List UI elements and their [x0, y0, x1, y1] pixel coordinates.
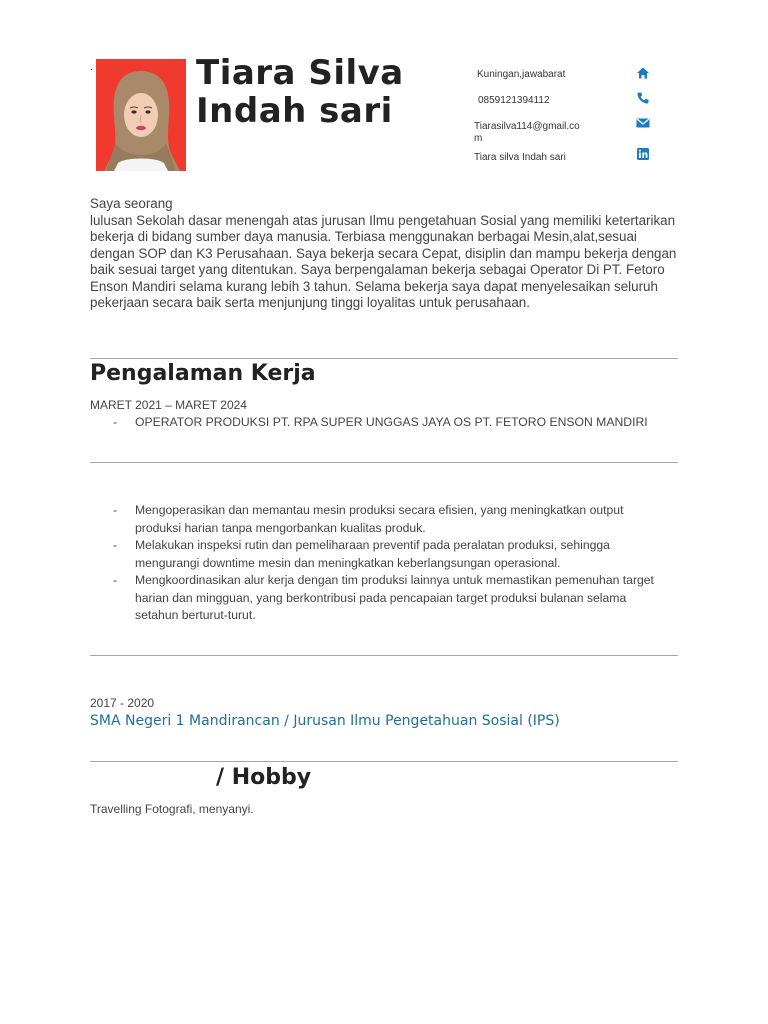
duty-text: Mengkoordinasikan alur kerja dengan tim produksi lainnya untuk memastikan pemenuhan target harian dan mingguan, yang berkontribusi pada pencapaian target produksi bulanan selama setahun berturut-turut.	[135, 573, 654, 622]
list-dash: -	[113, 573, 118, 587]
phone-icon	[636, 90, 650, 104]
contact-email: Tiarasilva114@gmail.com	[474, 121, 580, 144]
header-marker: .	[90, 62, 94, 73]
linkedin-icon	[636, 146, 650, 160]
list-dash: -	[113, 415, 118, 429]
education-period: 2017 - 2020	[90, 696, 155, 710]
duty-text: Melakukan inspeksi rutin dan pemeliharaan preventif pada peralatan produksi, sehingga mengurangi downtime mesin dan meningkatkan keberlangsungan operasional.	[135, 538, 610, 570]
full-name: Tiara Silva Indah sari	[196, 53, 404, 131]
summary-body: lulusan Sekolah dasar menengah atas jurusan Ilmu pengetahuan Sosial yang memiliki ketertarikan bekerja di bidang sumber daya manusia. Terbiasa menggunakan berbagai Mesin,alat,sesuai dengan SOP dan K3 Perusahaan. Saya bekerja secara Cepat, disiplin dan mampu bekerja dengan baik sesuai target yang ditentukan. Saya berpengalaman bekerja sebagai Operator Di PT. Fetoro Enson Mandiri selama kurang lebih 3 tahun. Selama bekerja saya dapat menyelesaikan seluruh pekerjaan secara baik serta menjunjung tinggi loyalitas untuk perusahaan.	[90, 212, 677, 310]
summary-intro-line: Saya seorang	[90, 196, 173, 211]
contact-linkedin: Tiara silva Indah sari	[474, 152, 566, 163]
position-title: OPERATOR PRODUKSI PT. RPA SUPER UNGGAS JAYA OS PT. FETORO ENSON MANDIRI	[135, 415, 648, 429]
home-icon	[636, 65, 650, 79]
divider	[90, 358, 678, 359]
duty-text: Mengoperasikan dan memantau mesin produksi secara efisien, yang meningkatkan output produksi harian tanpa mengorbankan kualitas produk.	[135, 503, 624, 535]
education-school: SMA Negeri 1 Mandirancan / Jurusan Ilmu Pengetahuan Sosial (IPS)	[90, 713, 560, 729]
experience-position-list	[90, 414, 680, 432]
duty-item	[90, 502, 660, 537]
profile-photo	[96, 59, 186, 171]
experience-heading: Pengalaman Kerja	[90, 361, 316, 386]
divider	[90, 655, 678, 656]
duty-list	[90, 502, 660, 625]
duty-item	[90, 537, 660, 572]
profile-summary	[90, 196, 680, 312]
profile-photo-image	[96, 59, 186, 171]
divider	[90, 761, 678, 762]
duty-item	[90, 572, 660, 625]
hobby-heading: / Hobby	[216, 765, 312, 790]
contact-phone: 0859121394112	[478, 95, 550, 106]
hobby-text: Travelling Fotografi, menyanyi.	[90, 802, 254, 816]
experience-period: MARET 2021 – MARET 2024	[90, 398, 247, 412]
divider	[90, 462, 678, 463]
list-dash: -	[113, 538, 118, 552]
mail-icon	[636, 115, 650, 129]
list-dash: -	[113, 503, 118, 517]
contact-address: Kuningan,jawabarat	[477, 69, 566, 80]
experience-position	[90, 414, 680, 432]
